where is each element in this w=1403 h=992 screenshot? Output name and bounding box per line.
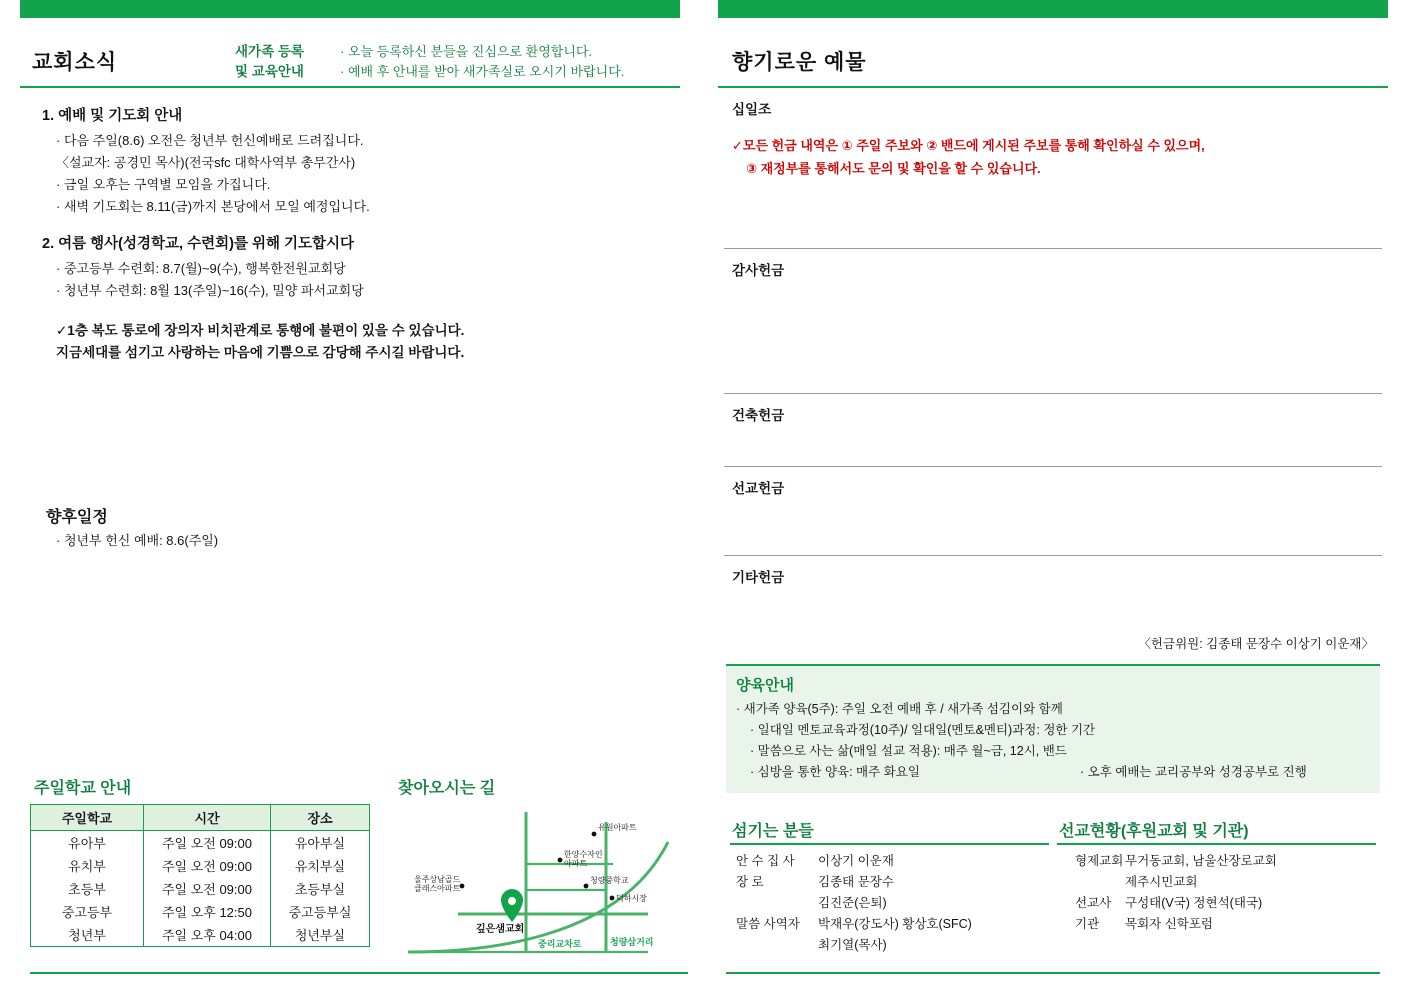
map-label-church: 깊은샘교회 [476,924,525,935]
servants-row [726,893,1053,914]
cell-place: 중고등부실 [271,900,370,923]
new-family-text-line2: · 예배 후 안내를 받아 새가족실로 오시기 바랍니다. [340,64,625,79]
servants-row [726,914,1053,935]
offering-divider-4 [724,555,1382,556]
missions-box [1053,818,1380,956]
new-family-label [235,42,304,82]
servants-role [726,935,818,956]
servants-role: 말씀 사역자 [736,917,800,931]
servants-row [726,935,1053,956]
col-header-time: 시간 [144,805,271,831]
offering-divider-3 [724,466,1382,467]
news-item-1-heading: 1. 예배 및 기도회 안내 [42,108,183,124]
news-item-1-bullet-1: · 다음 주일(8.6) 오전은 청년부 헌신예배로 드려집니다. [56,133,364,148]
servants-title: 섬기는 분들 [732,823,814,840]
new-family-label-line2: 및 교육안내 [235,64,304,79]
offering-section-building: 건축헌금 [732,408,785,423]
map-label-4: 덕하시장 [616,894,647,903]
map-label-1a: 한양수자인 [564,850,603,859]
directions-box [398,775,688,960]
news-item-2-bullet-2: · 청년부 수련회: 8월 13(주일)~16(수), 밀양 파서교회당 [56,283,364,298]
missions-row [1053,893,1380,914]
missions-row [1053,872,1380,893]
nurture-line-1: · 새가족 양육(5주): 주일 오전 예배 후 / 새가족 섬김이와 함께 [736,702,1063,716]
servants-row [726,851,1053,872]
nurture-box [726,664,1380,793]
map-label-1b: 아파트 [564,859,588,868]
nurture-line-2: · 일대일 멘토교육과정(10주)/ 일대일(멘토&멘티)과정: 정한 기간 [750,723,1096,737]
left-note-line1: ✓1층 복도 통로에 장의자 비치관계로 통행에 불편이 있을 수 있습니다. [56,323,465,338]
church-news-title: 교회소식 [32,51,118,74]
map-label-3: 청량중학교 [590,876,629,885]
col-header-department: 주일학교 [31,805,144,831]
cell-time: 주일 오후 12:50 [144,900,271,923]
map-label-2a: 울주상남골드 [414,875,461,884]
offering-section-tithe: 십일조 [732,102,772,117]
missions-role: 선교사 [1075,896,1112,910]
servants-box [726,818,1053,956]
news-item-2-heading: 2. 여름 행사(성경학교, 수련회)를 위해 기도합시다 [42,236,355,252]
map-label-2b: 클래스아파트 [414,884,461,893]
missions-role: 형제교회 [1075,854,1124,868]
cell-place: 유치부실 [271,854,370,877]
map-label-road-1: 중리교차로 [538,939,582,949]
news-item-1-bullet-2: 〈설교자: 공경민 목사)(전국sfc 대학사역부 총무간사) [56,155,356,170]
offering-title: 향기로운 예물 [732,51,867,74]
right-header-divider [718,86,1388,88]
cell-place: 청년부실 [271,923,370,947]
news-item-1-bullet-3: · 금일 오후는 구역별 모임을 가집니다. [56,177,271,192]
directions-title: 찾아오시는 길 [398,780,496,797]
bottom-info-wrap [726,818,1380,956]
offering-committee: 〈헌금위원: 김종태 문장수 이상기 이운재〉 [1138,637,1374,651]
map-label-road-2: 청량삼거리 [610,937,654,947]
missions-row [1053,851,1380,872]
table-row [31,877,370,900]
left-body [20,104,680,550]
left-note [56,320,670,364]
offering-red-note-line1: ✓모든 헌금 내역은 ① 주일 주보와 ② 밴드에 게시된 주보를 통해 확인하실 수 있으며, [732,138,1205,153]
new-family-text-line1: · 오늘 등록하신 분들을 진심으로 환영합니다. [340,44,593,59]
cell-department: 중고등부 [31,900,144,923]
offering-section-mission: 선교헌금 [732,481,785,496]
servants-role: 안 수 집 사 [736,854,795,868]
right-bottom-divider [726,972,1380,974]
missions-names: 목회자 신학포럼 [1125,917,1213,931]
sunday-school-box [30,775,370,947]
servants-names: 박재우(강도사) 황상호(SFC) [818,917,972,931]
right-column [718,0,1388,992]
missions-divider [1057,843,1376,845]
servants-row [726,872,1053,893]
missions-names: 구성태(V국) 정현석(태국) [1125,896,1263,910]
table-row [31,900,370,923]
offering-divider-2 [724,393,1382,394]
sunday-school-table [30,804,370,947]
left-top-green-bar [20,0,680,18]
missions-names: 제주시민교회 [1125,875,1198,889]
nurture-line-4: · 심방을 통한 양육: 매주 화요일 [750,765,920,779]
map-canvas [398,802,688,962]
left-header [20,18,680,80]
missions-row [1053,914,1380,935]
left-bottom-divider [30,972,688,974]
missions-names: 무거동교회, 남울산장로교회 [1125,854,1277,868]
missions-role: 기관 [1075,917,1100,931]
map-label-0: 유원아파트 [598,823,637,832]
offering-section-thanks: 감사헌금 [732,263,785,278]
cell-department: 청년부 [31,923,144,947]
offering-red-note-line2: ③ 재정부를 통해서도 문의 및 확인을 할 수 있습니다. [746,161,1041,176]
news-item-2-bullet-1: · 중고등부 수련회: 8.7(월)~9(수), 행복한전원교회당 [56,261,346,276]
cell-department: 유치부 [31,854,144,877]
table-row [31,831,370,855]
offering-divider-1 [724,248,1382,249]
table-row [31,854,370,877]
sunday-school-title: 주일학교 안내 [34,780,132,797]
left-note-line2: 지금세대를 섬기고 사랑하는 마음에 기쁨으로 감당해 주시길 바랍니다. [56,345,465,360]
right-top-green-bar [718,0,1388,18]
cell-time: 주일 오전 09:00 [144,831,271,855]
servants-role [726,893,818,914]
servants-names: 최기열(목사) [818,938,887,952]
cell-place: 유아부실 [271,831,370,855]
nurture-line-5: · 오후 예배는 교리공부와 성경공부로 진행 [1080,765,1307,779]
cell-department: 초등부 [31,877,144,900]
new-family-text [340,42,624,82]
offering-section-etc: 기타헌금 [732,570,785,585]
cell-place: 초등부실 [271,877,370,900]
cell-department: 유아부 [31,831,144,855]
offering-red-note [732,134,1388,180]
servants-names: 김진준(은퇴) [818,896,887,910]
nurture-title: 양육안내 [736,677,794,694]
cell-time: 주일 오후 04:00 [144,923,271,947]
left-header-divider [20,86,680,88]
servants-divider [730,843,1049,845]
table-row [31,923,370,947]
upcoming-schedule-item-1: · 청년부 헌신 예배: 8.6(주일) [56,533,219,548]
cell-time: 주일 오전 09:00 [144,877,271,900]
servants-names: 김종태 문장수 [818,875,894,889]
nurture-row-split [750,762,1370,783]
missions-title: 선교현황(후원교회 및 기관) [1059,823,1249,840]
news-item-1-bullet-4: · 새벽 기도회는 8.11(금)까지 본당에서 모일 예정입니다. [56,199,370,214]
new-family-label-line1: 새가족 등록 [235,44,304,59]
servants-names: 이상기 이운재 [818,854,894,868]
right-header [718,18,1388,80]
cell-time: 주일 오전 09:00 [144,854,271,877]
col-header-place: 장소 [271,805,370,831]
missions-role [1053,872,1125,893]
upcoming-schedule-title: 향후일정 [46,509,108,526]
nurture-line-3: · 말씀으로 사는 삶(매일 설교 적용): 매주 월~금, 12시, 밴드 [750,744,1067,758]
servants-role: 장 로 [736,875,764,889]
table-header-row [31,805,370,831]
left-column [20,0,680,992]
